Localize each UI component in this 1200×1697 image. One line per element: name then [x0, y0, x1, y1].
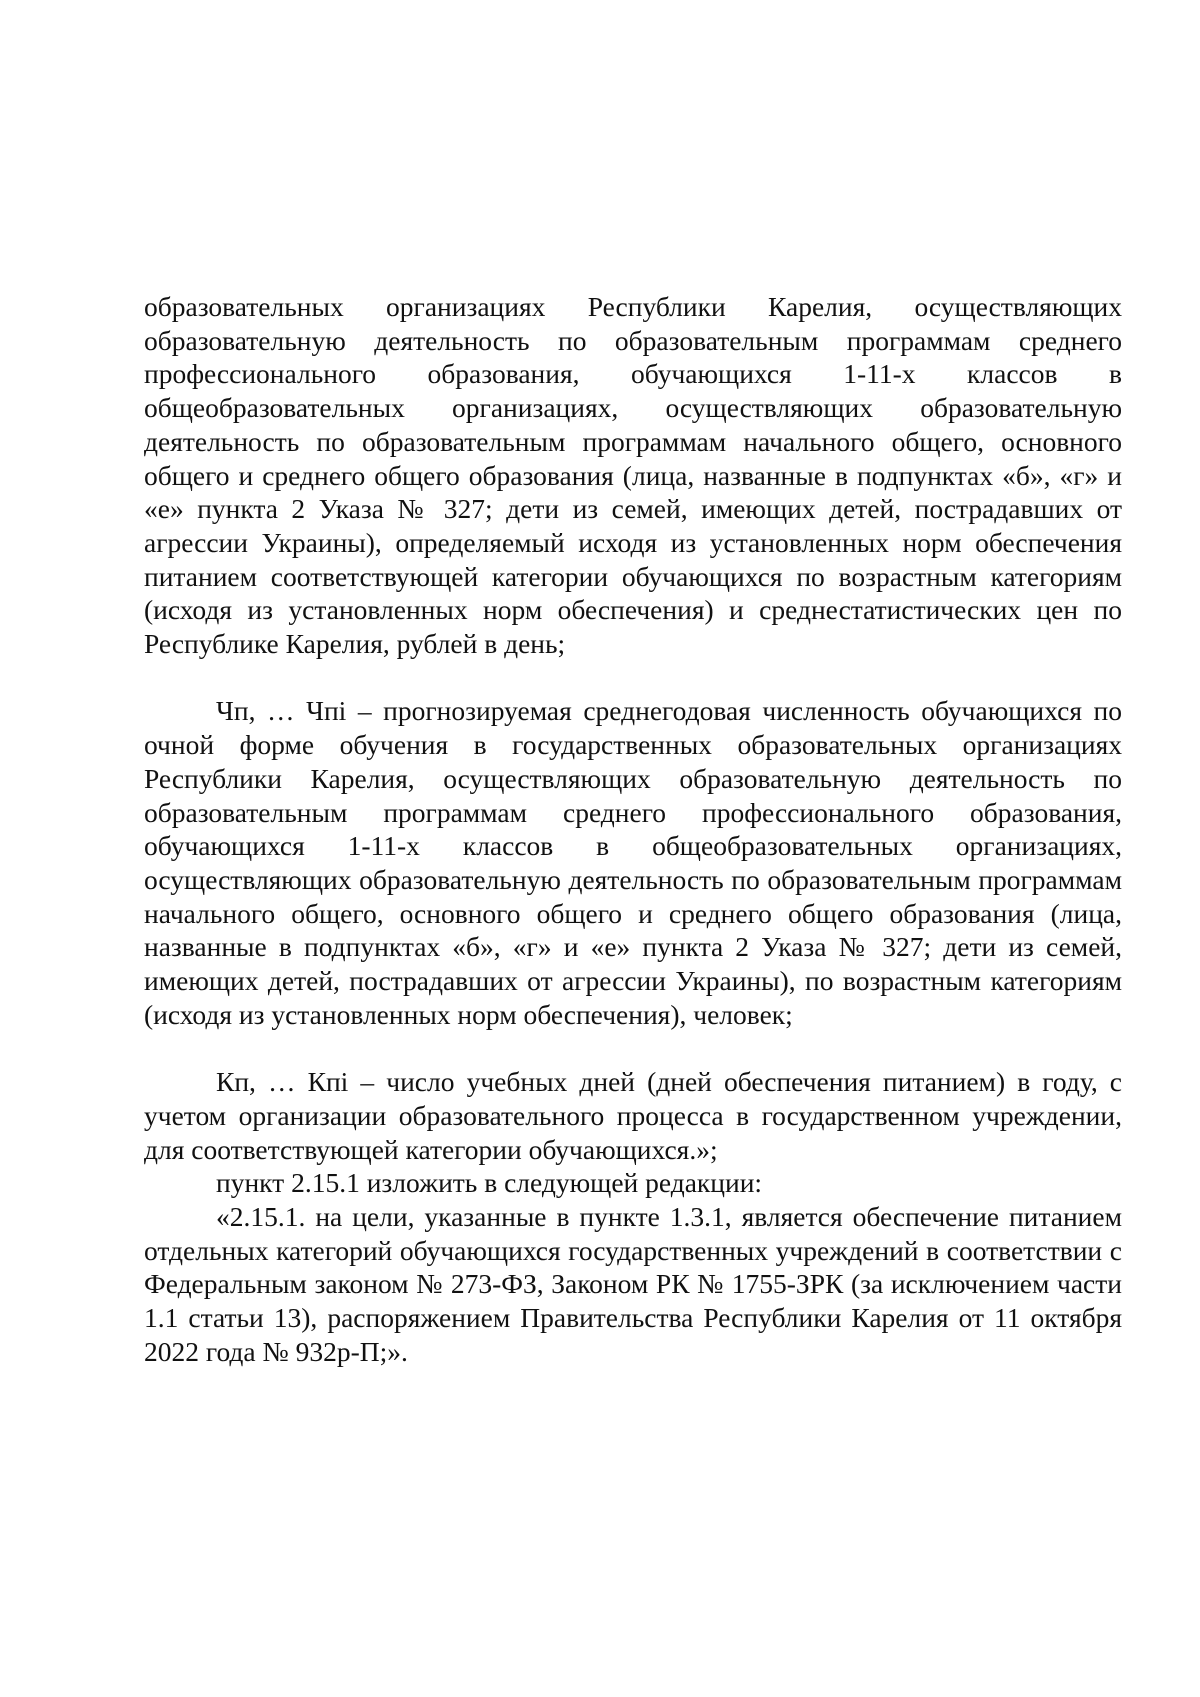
paragraph-clause-2-15-1: «2.15.1. на цели, указанные в пункте 1.3.1, является обеспечение питанием отдельных категорий обучающихся государственных учреждений в соответствии с Федеральным законом № 273-ФЗ, Законом РК № 1755-ЗРК (за исключением части 1.1 статьи 13), распоряжением Правительства Республики Карелия от 11 октября 2022 года № 932р-П;». [144, 1200, 1122, 1367]
paragraph-food-cost-continuation: образовательных организациях Республики Карелия, осуществляющих образовательную деятельность по образовательным программам среднего профессионального образования, обучающихся 1-11-х классов в общеобразовательных организациях, осуществляющих образовательную деятельность по образовательным программам начального общего, основного общего и среднего общего образования (лица, названные в подпунктах «б», «г» и «е» пункта 2 Указа № 327; дети из семей, имеющих детей, пострадавших от агрессии Украины), определяемый исходя из установленных норм обеспечения питанием соответствующей категории обучающихся по возрастным категориям (исходя из установленных норм обеспечения) и среднестатистических цен по Республике Карелия, рублей в день; [144, 291, 1122, 660]
paragraph-school-days-definition: Кп, … Кпi – число учебных дней (дней обеспечения питанием) в году, с учетом организации образовательного процесса в государственном учреждении, для соответствующей категории обучающихся.»; [144, 1066, 1122, 1165]
paragraph-clause-amendment-intro: пункт 2.15.1 изложить в следующей редакции: [216, 1167, 763, 1199]
paragraph-student-count-definition: Чп, … Чпi – прогнозируемая среднегодовая численность обучающихся по очной форме обучения в государственных образовательных организациях Республики Карелия, осуществляющих образовательную деятельность по образовательным программам среднего профессионального образования, обучающихся 1-11-х классов в общеобразовательных организациях, осуществляющих образовательную деятельность по образовательным программам начального общего, основного общего и среднего общего образования (лица, названные в подпунктах «б», «г» и «е» пункта 2 Указа № 327; дети из семей, имеющих детей, пострадавших от агрессии Украины), по возрастным категориям (исходя из установленных норм обеспечения), человек; [144, 695, 1122, 1030]
document-body [144, 290, 1122, 1368]
